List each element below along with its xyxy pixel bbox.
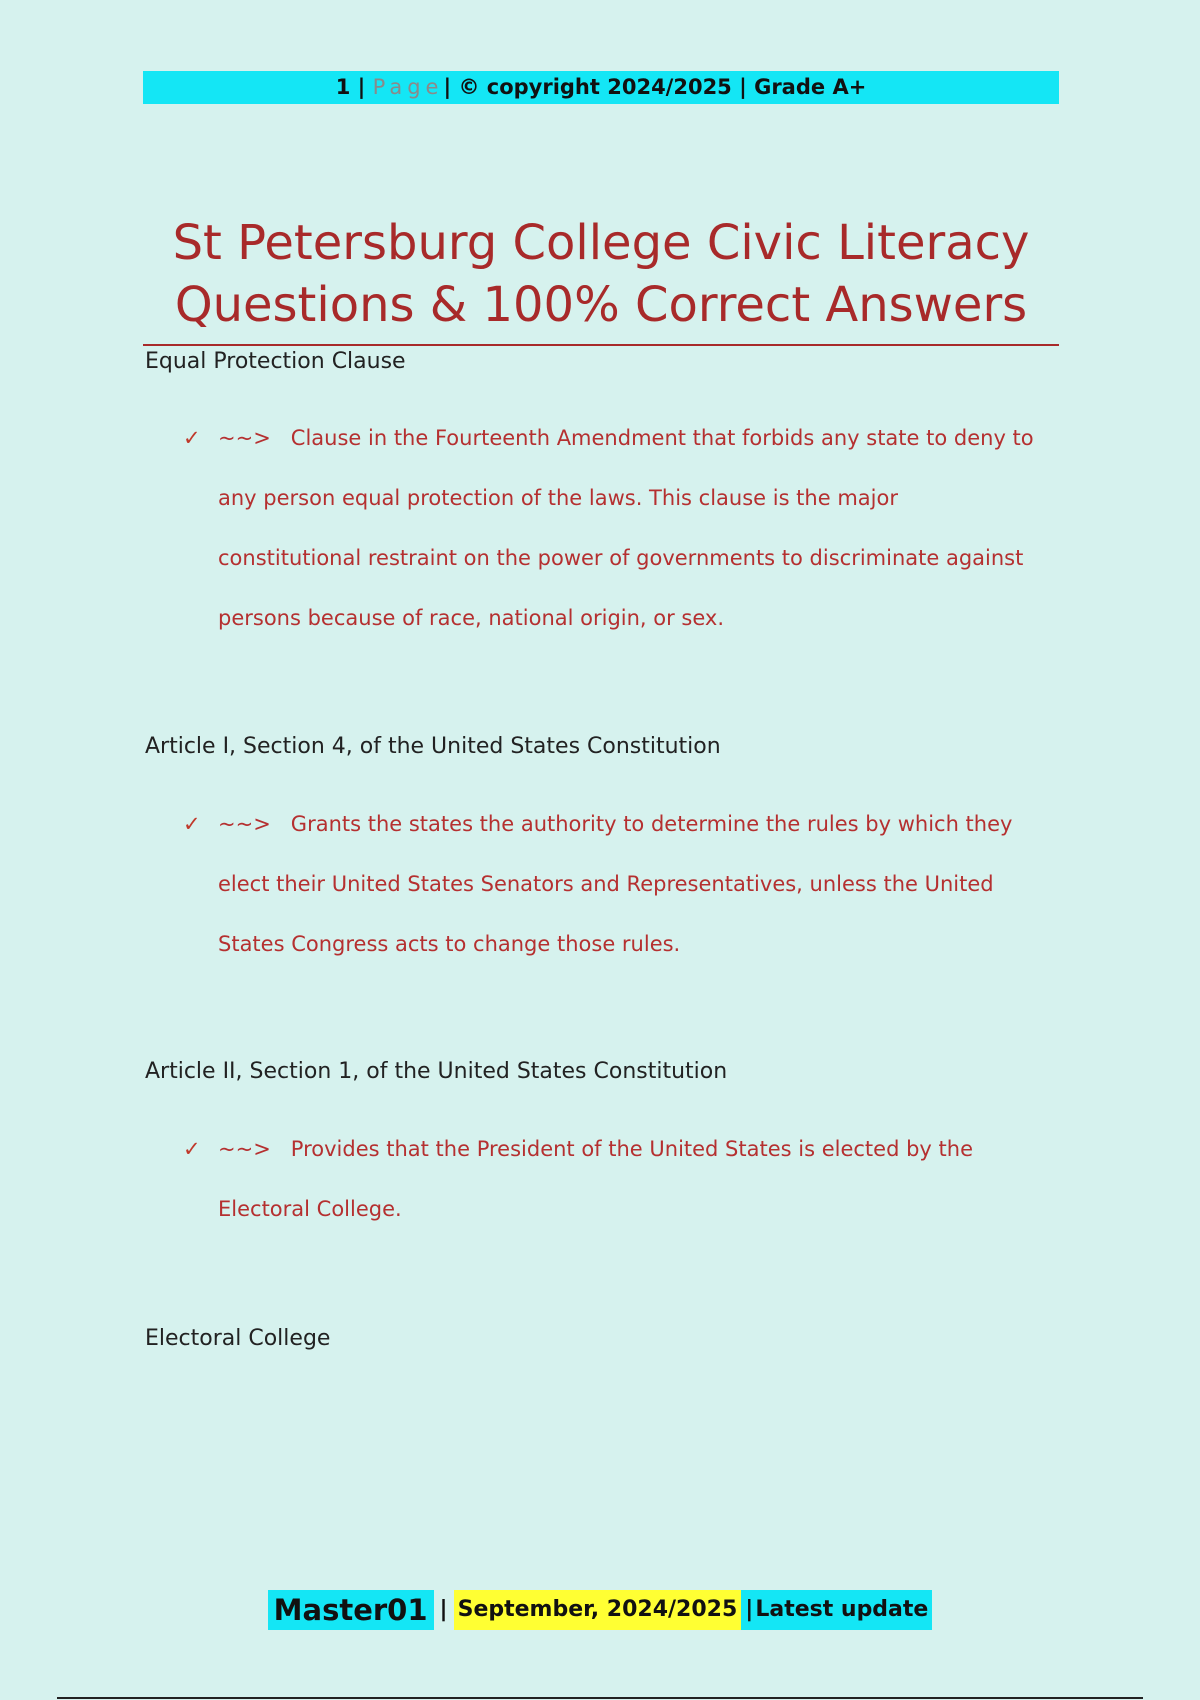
answer-definition: Grants the states the authority to determine the rules by which they elect their United States Senators and Representatives, unless the United States Congress acts to change those rules.	[218, 812, 1013, 956]
checkmark-icon: ✓	[183, 1137, 201, 1161]
checkmark-icon: ✓	[183, 812, 201, 836]
arrow-marker: ~~>	[218, 426, 271, 450]
title-line-1: St Petersburg College Civic Literacy	[172, 215, 1030, 271]
author-label: Master01	[268, 1590, 434, 1630]
checkmark-icon: ✓	[183, 426, 201, 450]
update-label: Latest update	[755, 1590, 932, 1630]
arrow-marker: ~~>	[218, 812, 271, 836]
footer-separator: |	[741, 1590, 755, 1630]
header-separator: |	[357, 75, 366, 99]
answer-text	[218, 794, 1043, 974]
title-underline	[143, 344, 1059, 346]
title-line-2: Questions & 100% Correct Answers	[174, 277, 1028, 333]
bottom-rule	[57, 1697, 1143, 1699]
copyright-text: © copyright 2024/2025	[458, 75, 732, 99]
answer-text	[218, 1119, 1043, 1239]
term-heading: Article I, Section 4, of the United States Constitution	[145, 734, 721, 759]
arrow-marker: ~~>	[218, 1137, 271, 1161]
answer-text	[218, 408, 1043, 648]
grade-text: Grade A+	[754, 75, 867, 99]
page-label: Page	[372, 75, 444, 99]
term-heading: Article II, Section 1, of the United States Constitution	[145, 1059, 728, 1084]
answer-block	[183, 1119, 1043, 1239]
term-heading: Equal Protection Clause	[145, 349, 406, 374]
page-number: 1	[335, 75, 351, 99]
footer-separator: |	[434, 1590, 454, 1630]
page-footer	[0, 1590, 1200, 1630]
answer-definition: Provides that the President of the United States is elected by the Electoral College.	[218, 1137, 973, 1221]
document-title	[143, 212, 1059, 336]
answer-block	[183, 408, 1043, 648]
answer-definition: Clause in the Fourteenth Amendment that forbids any state to deny to any person equal protection of the laws. This clause is the major constitutional restraint on the power of governments to discriminate against persons because of race, national origin, or sex.	[218, 426, 1034, 630]
date-label: September, 2024/2025	[454, 1590, 742, 1630]
term-heading: Electoral College	[145, 1326, 331, 1351]
header-separator: |	[739, 75, 747, 99]
page-header	[143, 71, 1059, 104]
answer-block	[183, 794, 1043, 974]
header-separator: |	[443, 75, 452, 99]
